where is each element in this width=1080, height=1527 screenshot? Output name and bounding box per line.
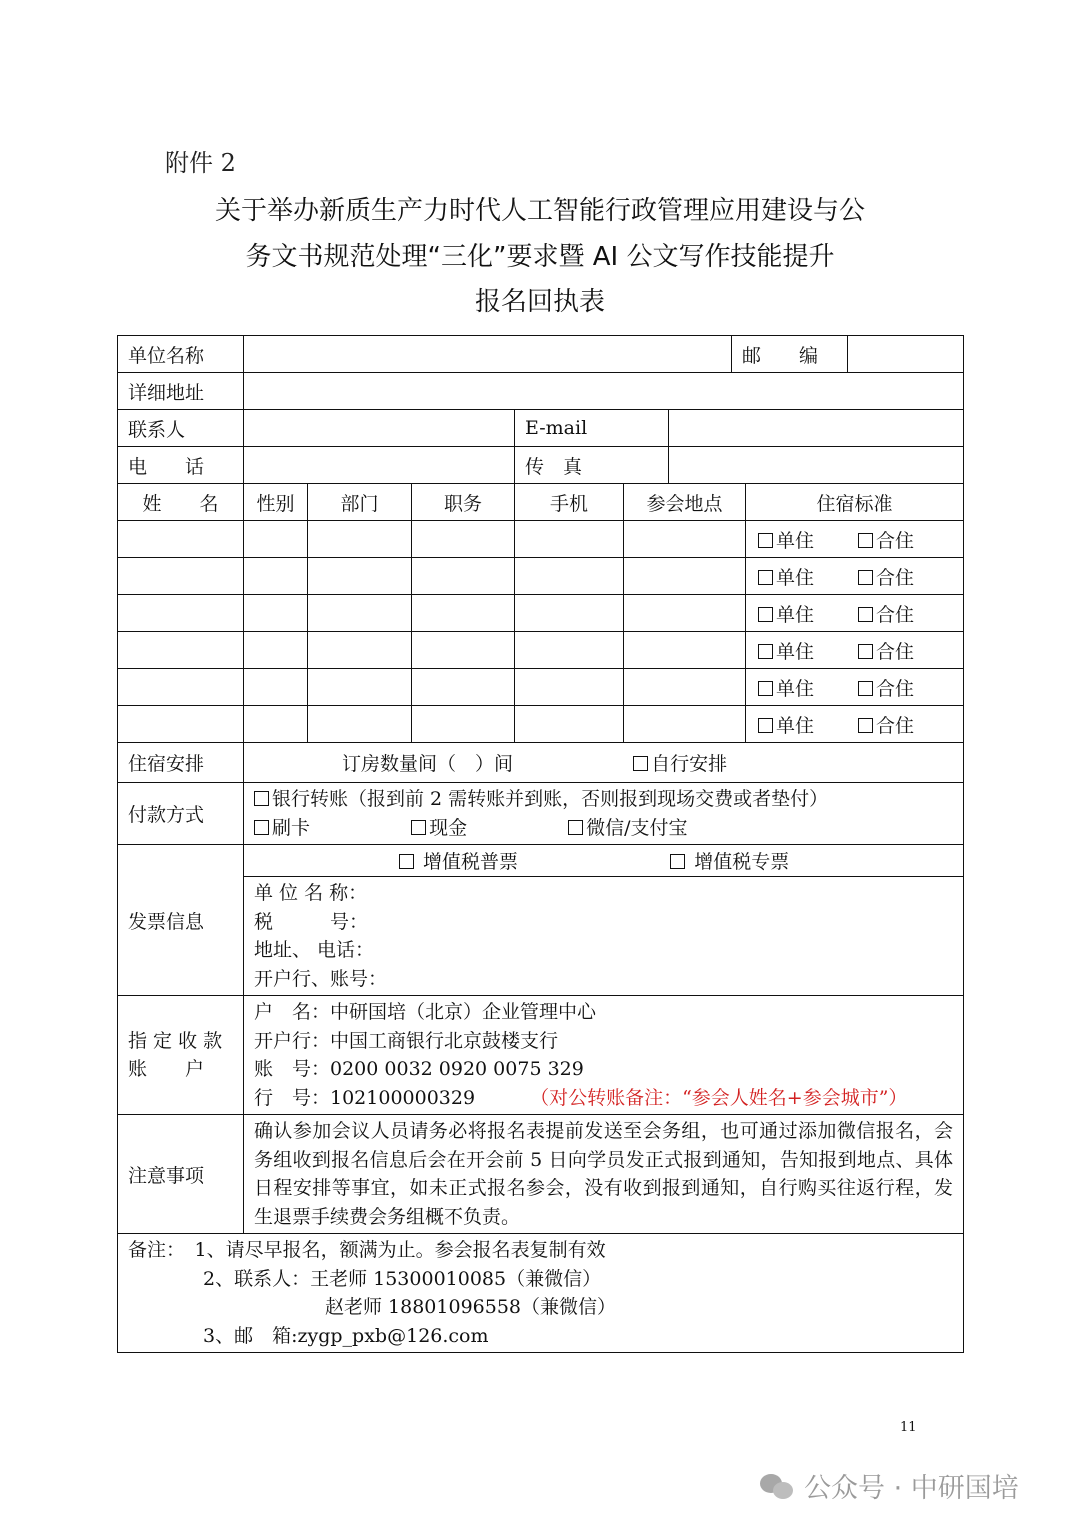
account-name: 户 名：中研国培（北京）企业管理中心 — [254, 1001, 597, 1023]
shared-room-checkbox[interactable] — [858, 607, 873, 622]
bank-transfer-checkbox[interactable] — [254, 791, 269, 806]
single-room-checkbox[interactable] — [758, 570, 773, 585]
attendee-field[interactable] — [624, 632, 746, 669]
shared-room-checkbox[interactable] — [858, 570, 873, 585]
attendee-field[interactable] — [244, 558, 308, 595]
phone-label: 电 话 — [118, 447, 244, 484]
phone-field[interactable] — [244, 447, 515, 484]
email-label: E-mail — [515, 410, 669, 447]
attendee-row — [118, 595, 964, 632]
remark-3: 3、邮 箱:zygp_pxb@126.com — [203, 1324, 489, 1347]
shared-room-label: 合住 — [876, 603, 915, 626]
account-details — [244, 996, 964, 1115]
attendee-field[interactable] — [244, 706, 308, 743]
attachment-label: 附件 2 — [165, 149, 236, 177]
invoice-address-phone: 地址、 电话： — [254, 939, 375, 961]
room-count-text[interactable]: 订房数量间（ ）间 — [342, 753, 514, 775]
single-room-label: 单住 — [776, 603, 815, 626]
attendee-field[interactable] — [244, 632, 308, 669]
wechat-icon — [760, 1472, 796, 1500]
remark-1: 备注： 1、请尽早报名，额满为止。参会报名表复制有效 — [128, 1239, 606, 1261]
cash-label: 现金 — [429, 816, 468, 839]
attendee-field[interactable] — [308, 558, 412, 595]
header-position: 职务 — [412, 484, 515, 521]
watermark-text: 公众号 · 中研国培 — [804, 1473, 1019, 1504]
account-number: 账 号：0200 0032 0920 0075 329 — [254, 1058, 584, 1080]
single-room-checkbox[interactable] — [758, 681, 773, 696]
lodging-label: 住宿安排 — [118, 743, 244, 783]
invoice-details[interactable] — [244, 877, 964, 996]
shared-room-checkbox[interactable] — [858, 681, 873, 696]
invoice-label: 发票信息 — [118, 845, 244, 996]
attendee-field[interactable] — [118, 558, 244, 595]
invoice-bank-account: 开户行、账号： — [254, 967, 388, 990]
fax-label: 传 真 — [515, 447, 669, 484]
notice-label: 注意事项 — [118, 1115, 244, 1234]
vat-special-label: 增值税专票 — [694, 851, 790, 873]
title-line-3: 报名回执表 — [474, 287, 605, 317]
card-label: 刷卡 — [272, 816, 311, 839]
payment-label: 付款方式 — [118, 783, 244, 845]
unit-name-field[interactable] — [244, 336, 732, 373]
attendee-field[interactable] — [412, 706, 515, 743]
attendee-field[interactable] — [308, 632, 412, 669]
vat-normal-checkbox[interactable] — [399, 854, 414, 869]
attendee-row — [118, 521, 964, 558]
payment-options — [244, 783, 964, 845]
lodging-choice — [746, 595, 964, 632]
email-field[interactable] — [669, 410, 964, 447]
attendee-field[interactable] — [515, 632, 624, 669]
attendee-field[interactable] — [308, 706, 412, 743]
card-checkbox[interactable] — [254, 820, 269, 835]
vat-normal-label: 增值税普票 — [423, 851, 519, 873]
wechat-alipay-checkbox[interactable] — [568, 820, 583, 835]
self-arrange-checkbox[interactable] — [633, 756, 648, 771]
page-number: 11 — [900, 1420, 917, 1435]
account-label — [118, 996, 244, 1115]
title-line-2: 务文书规范处理“三化”要求暨 AI 公文写作技能提升 — [245, 242, 835, 272]
transfer-note: （对公转账备注：“参会人姓名+参会城市”） — [530, 1086, 908, 1109]
lodging-choice — [746, 558, 964, 595]
self-arrange-label: 自行安排 — [651, 753, 728, 775]
attendee-field[interactable] — [118, 521, 244, 558]
single-room-label: 单住 — [776, 566, 815, 589]
attendee-field[interactable] — [244, 669, 308, 706]
shared-room-label: 合住 — [876, 714, 915, 737]
shared-room-label: 合住 — [876, 677, 915, 700]
attendee-row — [118, 632, 964, 669]
invoice-type — [244, 845, 964, 877]
single-room-checkbox[interactable] — [758, 607, 773, 622]
lodging-choice — [746, 669, 964, 706]
header-mobile: 手机 — [515, 484, 624, 521]
remark-2: 2、联系人：王老师 15300010085（兼微信） — [203, 1267, 602, 1290]
attendee-row — [118, 669, 964, 706]
title-line-1: 关于举办新质生产力时代人工智能行政管理应用建设与公 — [214, 196, 865, 226]
notice-text: 确认参加会议人员请务必将报名表提前发送至会务组，也可通过添加微信报名，会务组收到报名信息后会在开会前 5 日向学员发正式报到通知，告知报到地点、具体日程安排等事宜，如未正式报名参会，没有收到报到通知，自行购买往返行程，发生退票手续费会务组概不负责。 — [244, 1115, 964, 1234]
bank-number: 行 号：102100000329 — [254, 1086, 476, 1109]
shared-room-label: 合住 — [876, 529, 915, 552]
bank-transfer-label: 银行转账（报到前 2 需转账并到账，否则报到现场交费或者垫付） — [272, 788, 829, 810]
attendee-field[interactable] — [412, 669, 515, 706]
header-department: 部门 — [308, 484, 412, 521]
attendee-field[interactable] — [412, 521, 515, 558]
lodging-choice — [746, 706, 964, 743]
attendee-field[interactable] — [624, 595, 746, 632]
watermark — [760, 1466, 1019, 1505]
header-gender: 性别 — [244, 484, 308, 521]
single-room-checkbox[interactable] — [758, 644, 773, 659]
remark-2b: 赵老师 18801096558（兼微信） — [325, 1296, 617, 1318]
shared-room-label: 合住 — [876, 566, 915, 589]
attendee-field[interactable] — [308, 669, 412, 706]
attendee-field[interactable] — [412, 558, 515, 595]
attendee-field[interactable] — [515, 595, 624, 632]
header-lodging: 住宿标准 — [746, 484, 964, 521]
single-room-label: 单住 — [776, 677, 815, 700]
attendee-field[interactable] — [515, 669, 624, 706]
lodging-choice — [746, 632, 964, 669]
postcode-label: 邮 编 — [732, 336, 848, 373]
single-room-label: 单住 — [776, 714, 815, 737]
header-venue: 参会地点 — [624, 484, 746, 521]
shared-room-checkbox[interactable] — [858, 718, 873, 733]
invoice-unit-name: 单 位 名 称： — [254, 882, 368, 904]
lodging-choice — [746, 521, 964, 558]
attendee-field[interactable] — [412, 595, 515, 632]
attendee-field[interactable] — [118, 595, 244, 632]
unit-name-label: 单位名称 — [118, 336, 244, 373]
shared-room-label: 合住 — [876, 640, 915, 663]
attendee-field[interactable] — [515, 706, 624, 743]
attendee-field[interactable] — [624, 558, 746, 595]
account-label-line-2: 账 户 — [128, 1058, 205, 1080]
attendee-row — [118, 558, 964, 595]
lodging-options — [244, 743, 964, 783]
cash-checkbox[interactable] — [411, 820, 426, 835]
attendee-field[interactable] — [515, 558, 624, 595]
attendee-field[interactable] — [412, 632, 515, 669]
attendee-field[interactable] — [624, 521, 746, 558]
single-room-checkbox[interactable] — [758, 718, 773, 733]
header-name: 姓 名 — [118, 484, 244, 521]
single-room-label: 单住 — [776, 640, 815, 663]
attendee-field[interactable] — [118, 632, 244, 669]
account-label-line-1: 指 定 收 款 — [128, 1029, 223, 1052]
attendee-field[interactable] — [308, 595, 412, 632]
attendee-field[interactable] — [244, 595, 308, 632]
invoice-tax-number: 税 号： — [254, 910, 369, 933]
shared-room-checkbox[interactable] — [858, 644, 873, 659]
address-field[interactable] — [244, 373, 964, 410]
attendee-field[interactable] — [244, 521, 308, 558]
single-room-checkbox[interactable] — [758, 533, 773, 548]
attendee-field[interactable] — [515, 521, 624, 558]
attendee-row — [118, 706, 964, 743]
attendee-field[interactable] — [624, 669, 746, 706]
contact-field[interactable] — [244, 410, 515, 447]
address-label: 详细地址 — [118, 373, 244, 410]
single-room-label: 单住 — [776, 529, 815, 552]
registration-form — [117, 335, 964, 1353]
remarks — [118, 1234, 964, 1353]
account-bank: 开户行：中国工商银行北京鼓楼支行 — [254, 1029, 559, 1052]
fax-field[interactable] — [669, 447, 964, 484]
shared-room-checkbox[interactable] — [858, 533, 873, 548]
attendee-field[interactable] — [118, 669, 244, 706]
attendee-field[interactable] — [624, 706, 746, 743]
attendee-field[interactable] — [308, 521, 412, 558]
contact-label: 联系人 — [118, 410, 244, 447]
postcode-field[interactable] — [848, 336, 964, 373]
attendee-field[interactable] — [118, 706, 244, 743]
vat-special-checkbox[interactable] — [670, 854, 685, 869]
wechat-alipay-label: 微信/支付宝 — [586, 816, 688, 839]
